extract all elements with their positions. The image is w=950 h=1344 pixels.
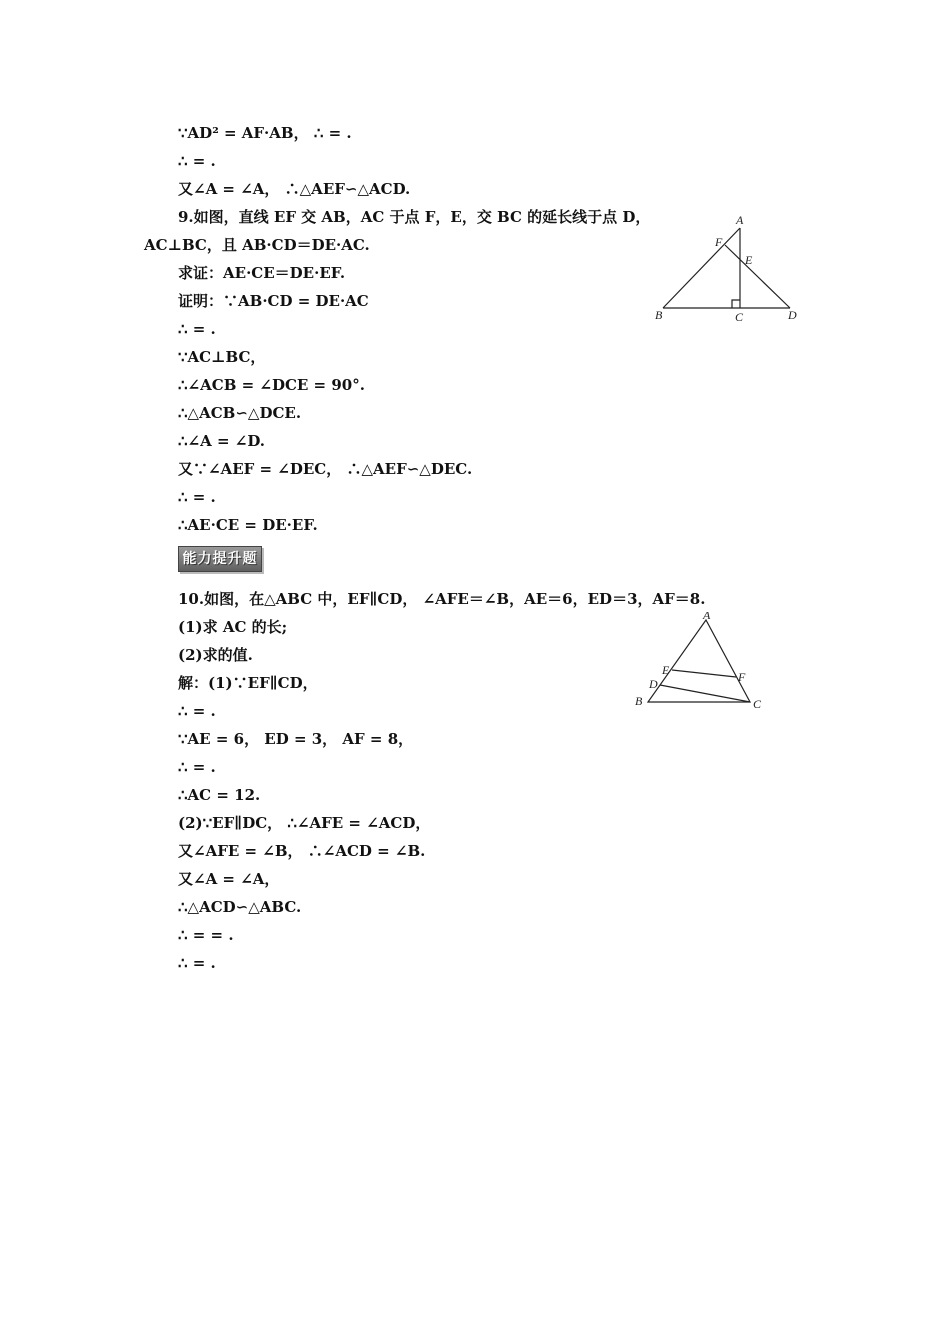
text-line: ∵AC⊥BC， bbox=[178, 348, 266, 366]
text-line: ∴ = . bbox=[178, 152, 216, 170]
text-line: ∴AC = 12. bbox=[178, 786, 261, 804]
label-A: A bbox=[703, 612, 711, 622]
text-line: ∵AE = 6， ED = 3， AF = 8， bbox=[178, 730, 414, 748]
label-E: E bbox=[662, 663, 670, 677]
text-line: (1)求 AC 的长; bbox=[178, 618, 288, 636]
text-line: 又∠A = ∠A， ∴△AEF∽△ACD. bbox=[178, 180, 411, 198]
text-line: (2)求的值. bbox=[178, 646, 253, 664]
segment-DC bbox=[660, 685, 750, 702]
label-B: B bbox=[635, 694, 643, 708]
text-line: 又∵∠AEF = ∠DEC， ∴△AEF∽△DEC. bbox=[178, 460, 473, 478]
text-line: ∴ = . bbox=[178, 320, 216, 338]
text-line: ∴ = = . bbox=[178, 926, 234, 944]
text-line: ∴△ACB∽△DCE. bbox=[178, 404, 302, 422]
segment-EF bbox=[672, 670, 736, 677]
section-badge-label: 能力提升题 bbox=[182, 551, 258, 567]
problem-9-statement: 9.如图，直线 EF 交 AB，AC 于点 F，E，交 BC 的延长线于点 D， bbox=[178, 208, 651, 226]
solution-start: 解：(1)∵EF∥CD， bbox=[178, 674, 318, 692]
text-line: (2)∵EF∥DC， ∴∠AFE = ∠ACD， bbox=[178, 814, 431, 832]
figure-problem-10 bbox=[628, 612, 778, 712]
text-line: ∴ = . bbox=[178, 488, 216, 506]
text-line: 又∠AFE = ∠B， ∴∠ACD = ∠B. bbox=[178, 842, 426, 860]
problem-9-statement-cont: AC⊥BC，且 AB·CD＝DE·AC. bbox=[144, 236, 370, 254]
figure-problem-9 bbox=[645, 212, 815, 332]
proof-start: 证明：∵AB·CD = DE·AC bbox=[178, 292, 369, 310]
right-angle-mark bbox=[732, 300, 740, 308]
text-line: ∴AE·CE = DE·EF. bbox=[178, 516, 318, 534]
text-line: ∵AD² = AF·AB， ∴ = . bbox=[178, 124, 352, 142]
label-B: B bbox=[655, 308, 663, 322]
label-C: C bbox=[735, 310, 744, 324]
text-line: ∴∠ACB = ∠DCE = 90°. bbox=[178, 376, 365, 394]
problem-9-goal: 求证：AE·CE＝DE·EF. bbox=[178, 264, 346, 282]
section-badge bbox=[178, 546, 262, 572]
label-F: F bbox=[715, 235, 723, 249]
text-line: ∴∠A = ∠D. bbox=[178, 432, 266, 450]
text-line: 又∠A = ∠A， bbox=[178, 870, 280, 888]
text-line: ∴ = . bbox=[178, 758, 216, 776]
label-C: C bbox=[753, 697, 762, 711]
text-line: ∴△ACD∽△ABC. bbox=[178, 898, 302, 916]
text-line: ∴ = . bbox=[178, 702, 216, 720]
problem-10-statement: 10.如图，在△ABC 中，EF∥CD， ∠AFE＝∠B，AE＝6，ED＝3，AF＝8. bbox=[178, 590, 706, 608]
segment-FD bbox=[725, 245, 790, 308]
label-D: D bbox=[649, 677, 658, 691]
label-F: F bbox=[738, 670, 746, 684]
text-line: ∴ = . bbox=[178, 954, 216, 972]
triangle-ABC bbox=[648, 620, 750, 702]
label-D: D bbox=[788, 308, 797, 322]
label-A: A bbox=[736, 213, 744, 227]
label-E: E bbox=[745, 253, 753, 267]
segment-BA bbox=[663, 228, 740, 308]
